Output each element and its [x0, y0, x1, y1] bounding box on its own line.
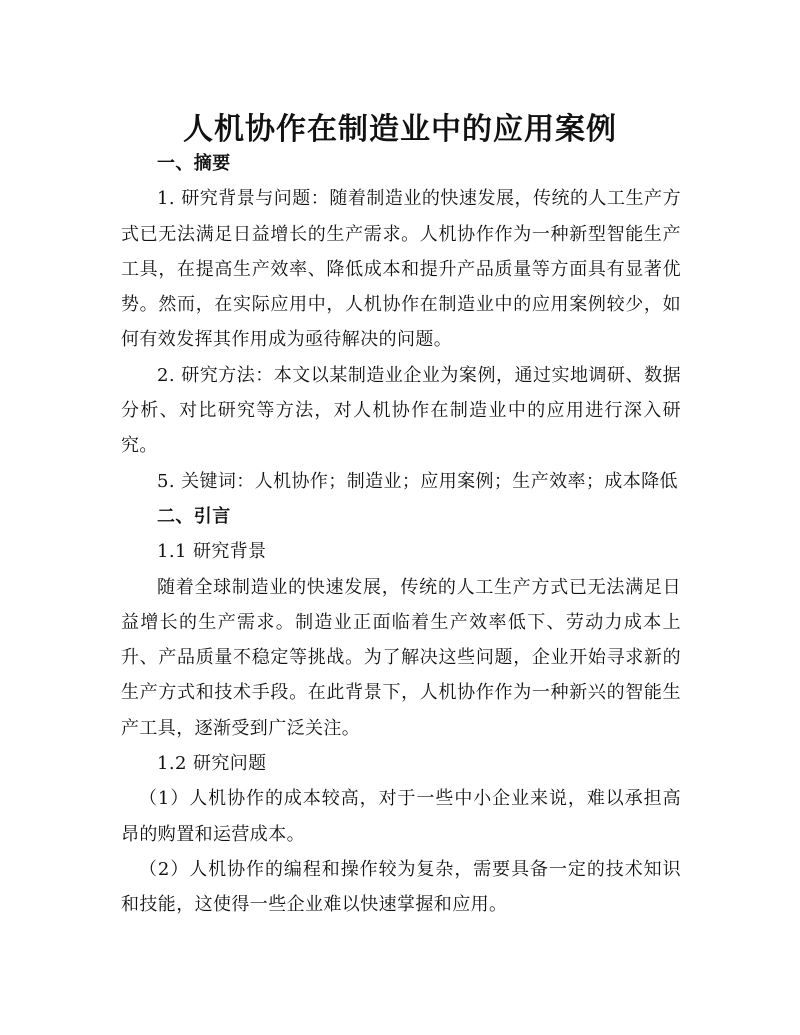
paragraph-introduction-background: 随着全球制造业的快速发展，传统的人工生产方式已无法满足日益增长的生产需求。制造业正面临着生产效率低下、劳动力成本上升、产品质量不稳定等挑战。为了解决这些问题，企业开始寻求新的生产方式和技术手段。在此背景下，人机协作作为一种新兴的智能生产工具，逐渐受到广泛关注。	[121, 576, 681, 739]
section-heading-abstract: 一、摘要	[157, 153, 231, 174]
paragraph-research-method: 2. 研究方法：本文以某制造业企业为案例，通过实地调研、数据分析、对比研究等方法，对人机协作在制造业中的应用进行深入研究。	[121, 364, 681, 457]
document-body	[121, 146, 681, 923]
paragraph-question-complexity: （2）人机协作的编程和操作较为复杂，需要具备一定的技术知识和技能，这使得一些企业难以快速掌握和应用。	[121, 858, 681, 916]
paragraph-keywords: 5. 关键词：人机协作；制造业；应用案例；生产效率；成本降低	[157, 470, 678, 492]
document-title: 人机协作在制造业中的应用案例	[183, 112, 617, 148]
paragraph-question-cost: （1）人机协作的成本较高，对于一些中小企业来说，难以承担高昂的购置和运营成本。	[121, 788, 681, 845]
subheading-research-questions: 1.2 研究问题	[157, 753, 267, 775]
section-heading-introduction: 二、引言	[157, 505, 231, 527]
paragraph-research-background: 1. 研究背景与问题：随着制造业的快速发展，传统的人工生产方式已无法满足日益增长的生产需求。人机协作作为一种新型智能生产工具，在提高生产效率、降低成本和提升产品质量等方面具有显著优势。然而，在实际应用中，人机协作在制造业中的应用案例较少，如何有效发挥其作用成为亟待解决的问题。	[121, 188, 681, 351]
subheading-research-background: 1.1 研究背景	[157, 541, 267, 563]
